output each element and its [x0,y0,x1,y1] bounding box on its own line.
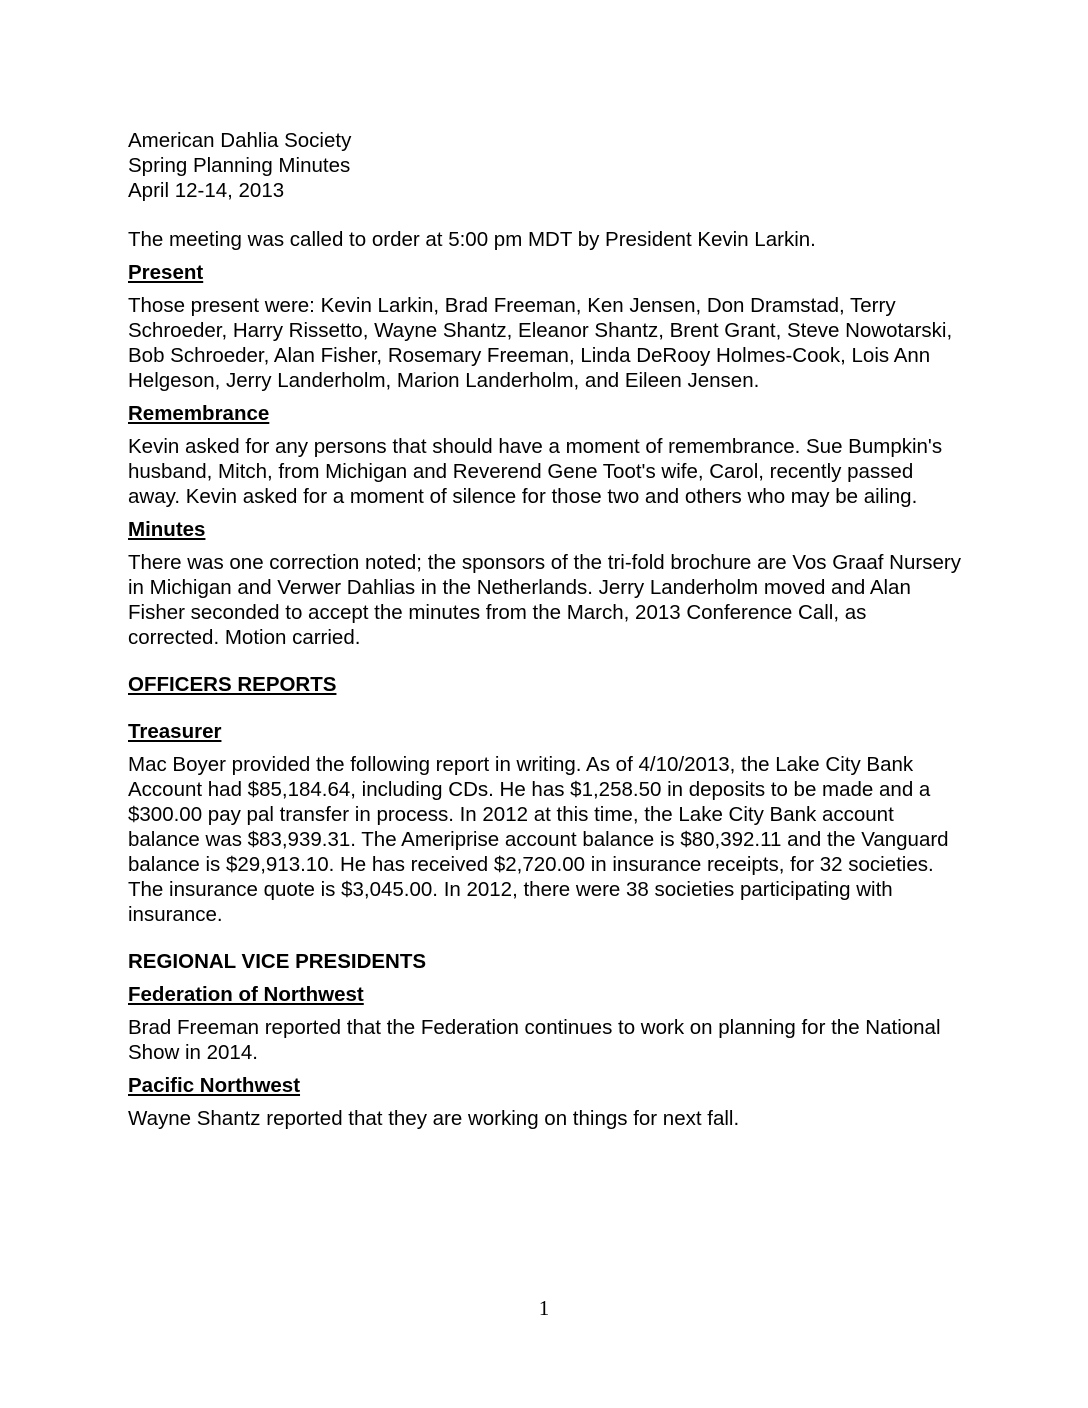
document-title: Spring Planning Minutes [128,154,351,177]
section-heading-federation-northwest: Federation of Northwest [128,983,364,1006]
section-heading-present: Present [128,261,204,284]
section-heading-treasurer: Treasurer [128,720,222,743]
section-heading-officers-reports: OFFICERS REPORTS [128,673,337,696]
section-heading-pacific-northwest: Pacific Northwest [128,1074,301,1097]
section-officers-reports [128,672,963,697]
document-page [128,128,963,1131]
section-text-pacific-northwest: Wayne Shantz reported that they are working on things for next fall. [128,1107,740,1130]
section-present [128,260,963,393]
page-number: 1 [538,1296,550,1320]
document-header [128,128,963,203]
section-treasurer [128,719,963,927]
section-remembrance [128,401,963,509]
section-federation-northwest [128,982,963,1065]
section-text-treasurer: Mac Boyer provided the following report in writing. As of 4/10/2013, the Lake City Bank Account had $85,184.64, including CDs. He has $1,258.50 in deposits to be made and a $300.00 pay pal transfer in process. In 2012 at this time, the Lake City Bank account balance was $83,939.31. The Ameriprise account balance is $80,392.11 and the Vanguard balance is $29,913.10. He has received $2,720.00 in insurance receipts, for 32 societies. The insurance quote is $3,045.00. In 2012, there were 38 societies participating with insurance. [128,753,949,926]
section-text-present: Those present were: Kevin Larkin, Brad Freeman, Ken Jensen, Don Dramstad, Terry Schroeder, Harry Rissetto, Wayne Shantz, Eleanor Shantz, Brent Grant, Steve Nowotarski, Bob Schroeder, Alan Fisher, Rosemary Freeman, Linda DeRooy Holmes-Cook, Lois Ann Helgeson, Jerry Landerholm, Marion Landerholm, and Eileen Jensen. [128,294,953,392]
organization-name: American Dahlia Society [128,129,352,152]
section-text-remembrance: Kevin asked for any persons that should have a moment of remembrance. Sue Bumpkin's husband, Mitch, from Michigan and Reverend Gene Toot's wife, Carol, recently passed away. Kevin asked for a moment of silence for those two and others who may be ailing. [128,435,943,508]
section-text-minutes: There was one correction noted; the sponsors of the tri-fold brochure are Vos Graaf Nursery in Michigan and Verwer Dahlias in the Netherlands. Jerry Landerholm moved and Alan Fisher seconded to accept the minutes from the March, 2013 Conference Call, as corrected. Motion carried. [128,551,961,649]
section-heading-minutes: Minutes [128,518,206,541]
section-heading-remembrance: Remembrance [128,402,270,425]
section-heading-regional-vice-presidents: REGIONAL VICE PRESIDENTS [128,950,427,973]
section-text-federation-northwest: Brad Freeman reported that the Federation continues to work on planning for the National Show in 2014. [128,1016,941,1064]
section-pacific-northwest [128,1073,963,1131]
section-regional-vice-presidents [128,949,963,974]
call-to-order: The meeting was called to order at 5:00 pm MDT by President Kevin Larkin. [128,228,816,251]
meeting-dates: April 12-14, 2013 [128,179,285,202]
section-minutes [128,517,963,650]
